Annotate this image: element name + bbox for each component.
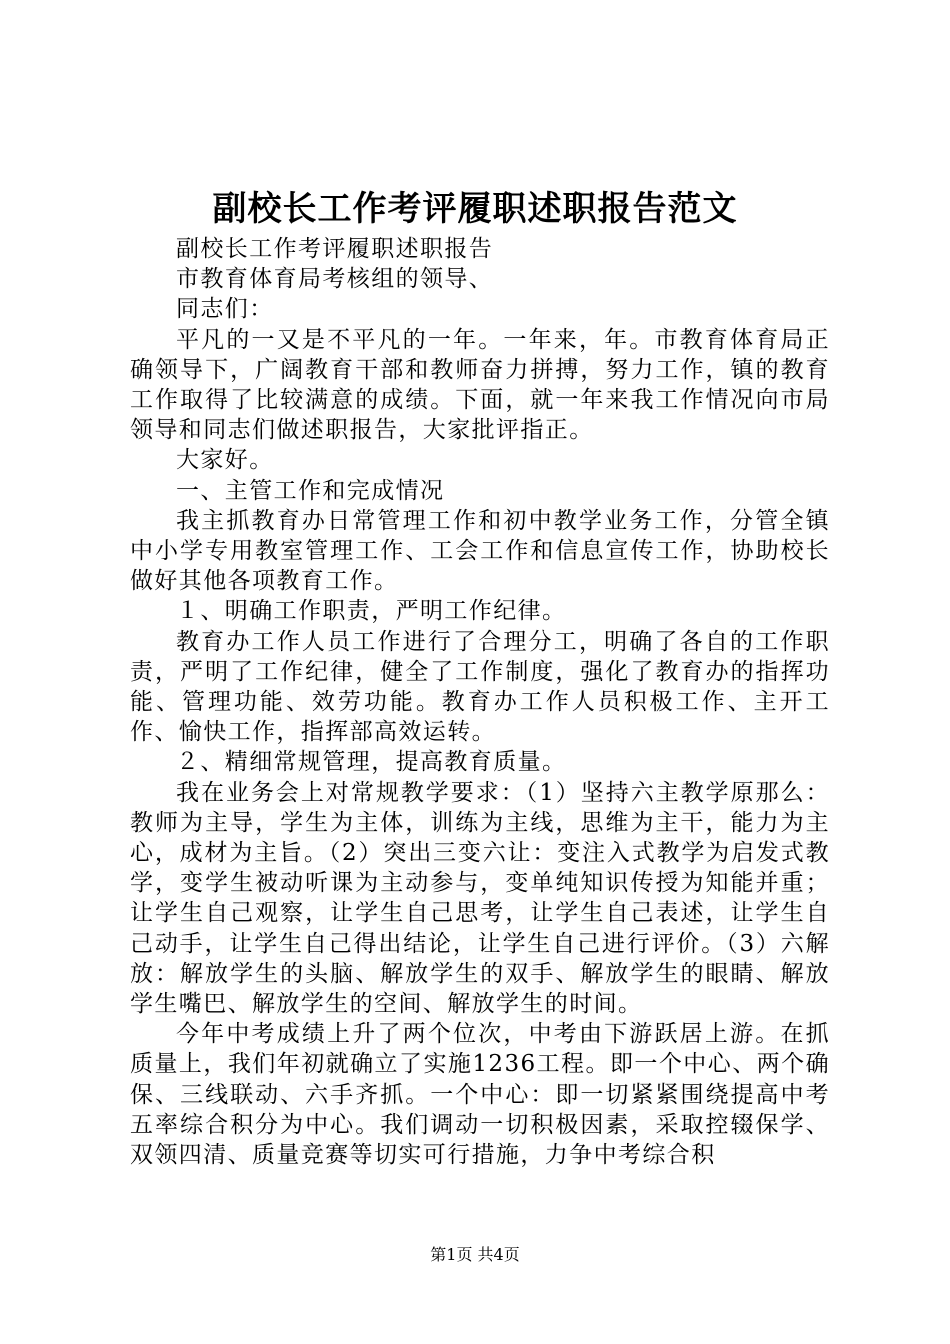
paragraph-office-work: 教育办工作人员工作进行了合理分工，明确了各自的工作职责，严明了工作纪律，健全了工作制度，强化了教育办的指挥功能、管理功能、效劳功能。教育办工作人员积极工作、主开工作、愉快工作，指挥部高效运转。 bbox=[130, 628, 830, 746]
subsection-heading-2: ２、精细常规管理，提高教育质量。 bbox=[176, 749, 567, 776]
document-title: 副校长工作考评履职述职报告范文 bbox=[212, 189, 738, 229]
section-heading-1: 一、主管工作和完成情况 bbox=[176, 477, 445, 504]
document-body bbox=[130, 234, 830, 1170]
paragraph-teaching-requirements: 我在业务会上对常规教学要求：（1）坚持六主教学原那么：教师为主导，学生为主体，训练为主线，思维为主干，能力为主心，成材为主旨。（2）突出三变六让：变注入式教学为启发式教学，变学生被动听课为主动参与，变单纯知识传授为知能并重；让学生自己观察，让学生自己思考，让学生自己表述，让学生自己动手，让学生自己得出结论，让学生自己进行评价。（3）六解放：解放学生的头脑、解放学生的双手、解放学生的眼睛、解放学生嘴巴、解放学生的空间、解放学生的时间。 bbox=[130, 779, 830, 1018]
paragraph-salutation-1: 市教育体育局考核组的领导、 bbox=[176, 266, 494, 293]
paragraph-duties: 我主抓教育办日常管理工作和初中教学业务工作，分管全镇中小学专用教室管理工作、工会工作和信息宣传工作，协助校长做好其他各项教育工作。 bbox=[130, 507, 830, 595]
paragraph-salutation-2: 同志们： bbox=[176, 296, 274, 323]
subsection-heading-1: １、明确工作职责，严明工作纪律。 bbox=[176, 598, 567, 625]
paragraph-heading: 副校长工作考评履职述职报告 bbox=[176, 236, 494, 262]
paragraph-exam-results: 今年中考成绩上升了两个位次，中考由下游跃居上游。在抓质量上，我们年初就确立了实施1236工程。即一个中心、两个确保、三线联动、六手齐抓。一个中心：即一切紧紧围绕提高中考五率综合积分为中心。我们调动一切积极因素，采取控辍保学、双领四清、质量竞赛等切实可行措施，力争中考综合积 bbox=[130, 1021, 830, 1169]
paragraph-intro: 平凡的一又是不平凡的一年。一年来，年。市教育体育局正确领导下，广阔教育干部和教师奋力拼搏，努力工作，镇的教育工作取得了比较满意的成绩。下面，就一年来我工作情况向市局领导和同志们做述职报告，大家批评指正。 bbox=[130, 326, 830, 444]
page-footer: 第1页 共4页 bbox=[430, 1245, 520, 1264]
paragraph-greeting: 大家好。 bbox=[176, 447, 274, 474]
